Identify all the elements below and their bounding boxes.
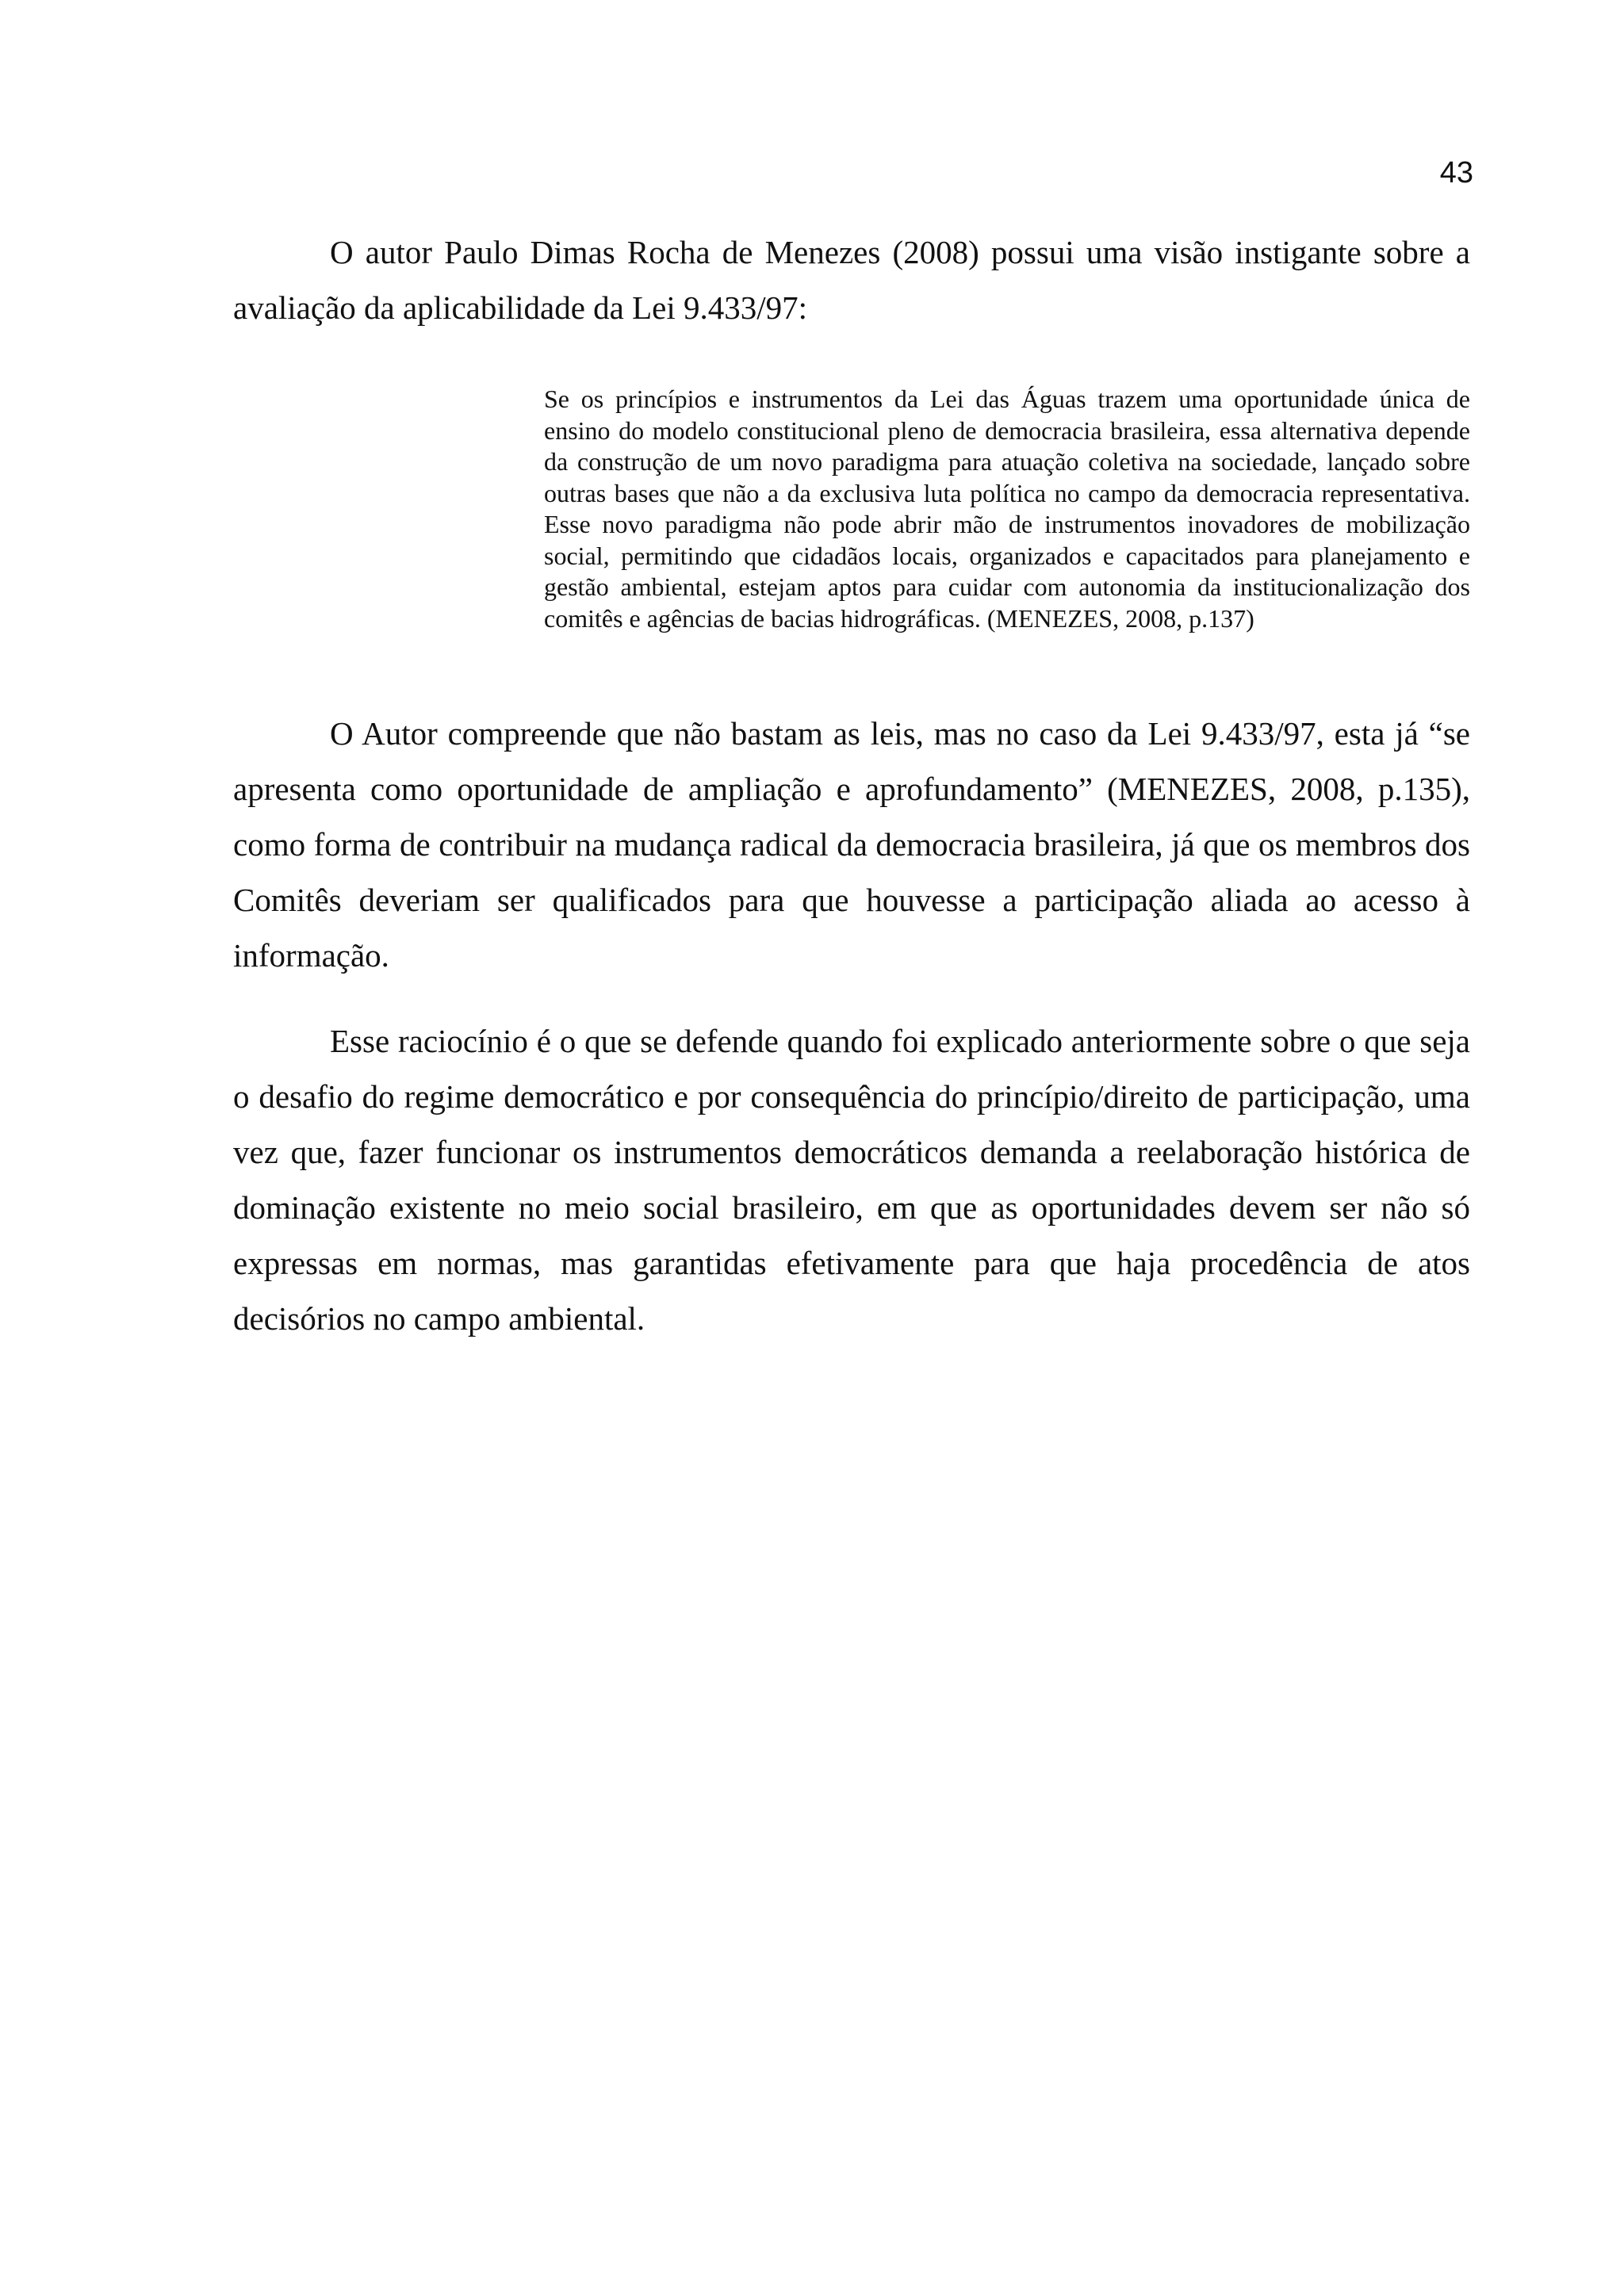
intro-paragraph: O autor Paulo Dimas Rocha de Menezes (2008) possui uma visão instigante sobre a avaliação da aplicabilidade da Lei 9.433/97:	[233, 234, 1470, 326]
autor-paragraph-container	[233, 706, 1470, 983]
autor-paragraph: O Autor compreende que não bastam as leis, mas no caso da Lei 9.433/97, esta já “se apresenta como oportunidade de ampliação e aprofundamento” (MENEZES, 2008, p.135), como forma de contribuir na mudança radical da democracia brasileira, já que os membros dos Comitês deveriam ser qualificados para que houvesse a participação aliada ao acesso à informação.	[233, 715, 1470, 974]
esse-paragraph-container	[233, 1013, 1470, 1346]
page-number: 43	[1439, 156, 1473, 189]
block-quote: Se os princípios e instrumentos da Lei das Águas trazem uma oportunidade única de ensino do modelo constitucional pleno de democracia brasileira, essa alternativa depende da construção de um novo paradigma para atuação coletiva na sociedade, lançado sobre outras bases que não a da exclusiva luta política no campo da democracia representativa. Esse novo paradigma não pode abrir mão de instrumentos inovadores de mobilização social, permitindo que cidadãos locais, organizados e capacitados para planejamento e gestão ambiental, estejam aptos para cuidar com autonomia da institucionalização dos comitês e agências de bacias hidrográficas. (MENEZES, 2008, p.137)	[544, 385, 1470, 633]
intro-paragraph-container	[233, 224, 1470, 335]
esse-paragraph: Esse raciocínio é o que se defende quando foi explicado anteriormente sobre o que seja o desafio do regime democrático e por consequência do princípio/direito de participação, uma vez que, fazer funcionar os instrumentos democráticos demanda a reelaboração histórica de dominação existente no meio social brasileiro, em que as oportunidades devem ser não só expressas em normas, mas garantidas efetivamente para que haja procedência de atos decisórios no campo ambiental.	[233, 1023, 1470, 1337]
